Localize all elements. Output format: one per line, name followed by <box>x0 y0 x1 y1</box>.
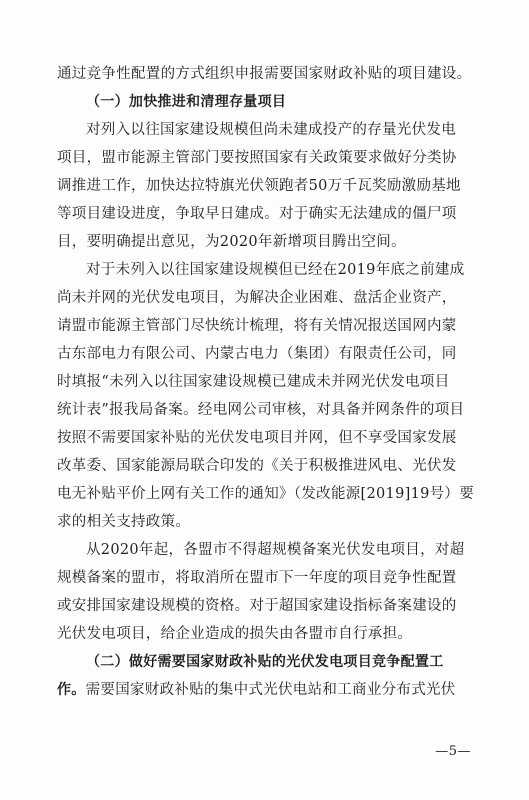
text-line: 目，要明确提出意见，为2020年新增项目腾出空间。 <box>57 234 406 250</box>
text-line <box>57 676 477 704</box>
text-line: 古东部电力有限公司、内蒙古电力（集团）有限责任公司，同 <box>57 346 457 362</box>
text-line: 对列入以往国家建设规模但尚未建成投产的存量光伏发电 <box>86 122 456 138</box>
text-line: 或安排国家建设规模的资格。对于超国家建设指标备案建设的 <box>57 598 457 614</box>
text-line: 等项目建设进度，争取早日建成。对于确实无法建成的僵尸项 <box>57 206 457 222</box>
text-line: 时填报“未列入以往国家建设规模已建成未并网光伏发电项目 <box>57 374 450 390</box>
text-line: 求的相关支持政策。 <box>57 514 191 530</box>
paragraph-unconnected-projects <box>57 256 477 536</box>
paragraph-scale-limits <box>57 536 477 648</box>
text-line: 规模备案的盟市，将取消所在盟市下一年度的项目竞争性配置 <box>57 570 457 586</box>
page-number: —5— <box>435 744 471 759</box>
text-line: 尚未并网的光伏发电项目，为解决企业困难、盘活企业资产， <box>57 290 457 306</box>
text-line: 光伏发电项目，给企业造成的损失由各盟市自行承担。 <box>57 626 413 642</box>
document-body <box>57 60 477 704</box>
section-heading-1 <box>57 88 477 116</box>
intro-paragraph <box>57 60 477 88</box>
paragraph-existing-projects <box>57 116 477 256</box>
body-text: 需要国家财政补贴的集中式光伏电站和工商业分布式光伏 <box>85 682 456 698</box>
heading-text: （一）加快推进和清理存量项目 <box>86 94 287 110</box>
text-line: 改革委、国家能源局联合印发的《关于积极推进风电、光伏发 <box>57 458 457 474</box>
text-line: 对于未列入以往国家建设规模但已经在2019年底之前建成 <box>86 262 465 278</box>
text-line: 项目，盟市能源主管部门要按照国家有关政策要求做好分类协 <box>57 150 457 166</box>
text-line: 按照不需要国家补贴的光伏发电项目并网，但不享受国家发展 <box>57 430 457 446</box>
text-line: 通过竞争性配置的方式组织申报需要国家财政补贴的项目建设。 <box>57 66 472 82</box>
heading-text: （二）做好需要国家财政补贴的光伏发电项目竞争配置工 <box>86 654 444 670</box>
text-line: 请盟市能源主管部门尽快统计梳理，将有关情况报送国网内蒙 <box>57 318 457 334</box>
text-line: 从2020年起，各盟市不得超规模备案光伏发电项目，对超 <box>86 542 465 558</box>
section-heading-2-paragraph <box>57 648 477 704</box>
heading-tail: 作。 <box>57 682 86 698</box>
text-line: 电无补贴平价上网有关工作的通知》（发改能源[2019]19号）要 <box>57 486 475 502</box>
text-line: 调推进工作，加快达拉特旗光伏领跑者50万千瓦奖励激励基地 <box>57 178 461 194</box>
text-line: 统计表”报我局备案。经电网公司审核，对具备并网条件的项目 <box>57 402 465 418</box>
